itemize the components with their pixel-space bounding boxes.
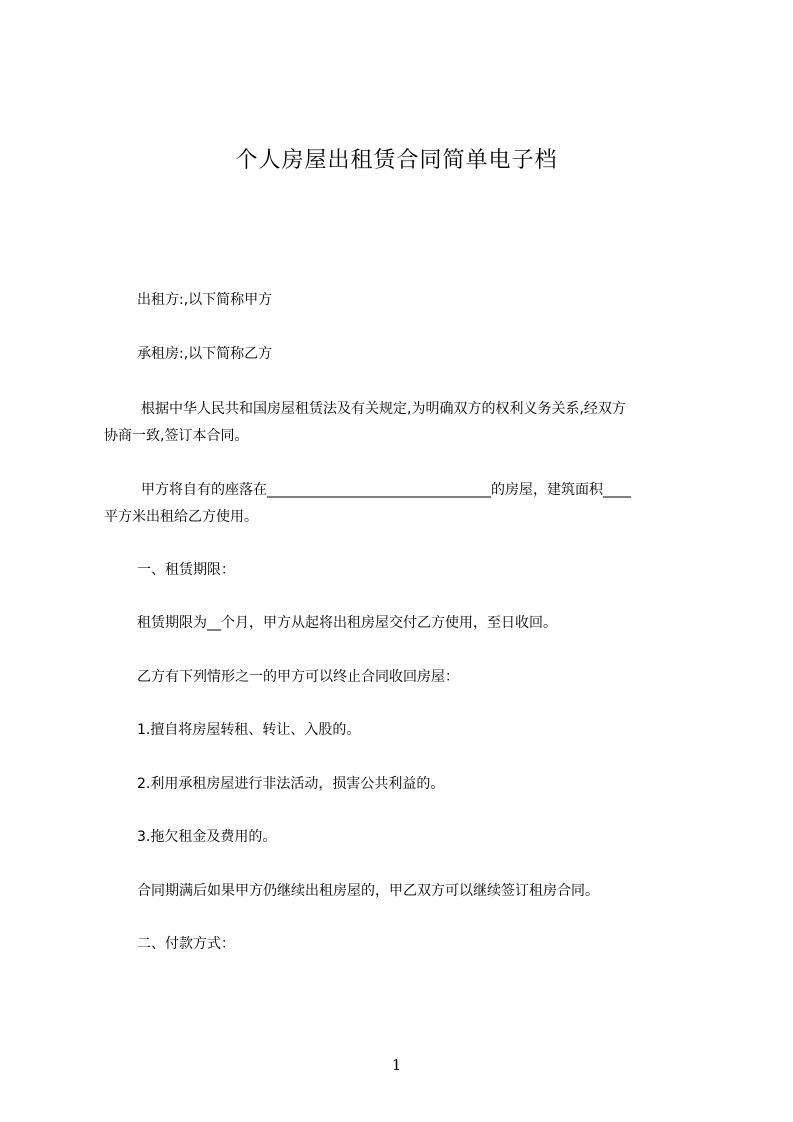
paragraph-lessee: 承租房:,以下简称乙方 xyxy=(137,346,273,362)
document-title: 个人房屋出租赁合同简单电子档 xyxy=(235,148,558,173)
paragraph-lease-term: 租赁期限为__个月，甲方从起将出租房屋交付乙方使用，至日收回。 xyxy=(137,615,557,631)
section-heading-payment: 二、付款方式： xyxy=(137,936,235,952)
list-item-1: 1.擅自将房屋转租、转让、入股的。 xyxy=(137,722,361,738)
paragraph-basis-line2: 协商一致,签订本合同。 xyxy=(104,428,249,444)
list-item-2: 2.利用承租房屋进行非法活动，损害公共利益的。 xyxy=(137,776,445,792)
list-item-3: 3.拖欠租金及费用的。 xyxy=(137,829,277,845)
paragraph-basis-line1: 根据中华人民共和国房屋租赁法及有关规定,为明确双方的权利义务关系,经双方 xyxy=(141,401,626,417)
page-number: 1 xyxy=(391,1056,402,1074)
paragraph-property-line1: 甲方将自有的座落在________________________________的房屋，建筑面积____ xyxy=(141,482,631,498)
paragraph-renewal: 合同期满后如果甲方仍继续出租房屋的，甲乙双方可以继续签订租房合同。 xyxy=(137,883,599,899)
paragraph-termination-intro: 乙方有下列情形之一的甲方可以终止合同收回房屋： xyxy=(137,669,459,685)
paragraph-lessor: 出租方:,以下简称甲方 xyxy=(137,292,273,308)
paragraph-property-line2: 平方米出租给乙方使用。 xyxy=(104,509,258,525)
section-heading-lease-term: 一、租赁期限： xyxy=(137,562,235,578)
